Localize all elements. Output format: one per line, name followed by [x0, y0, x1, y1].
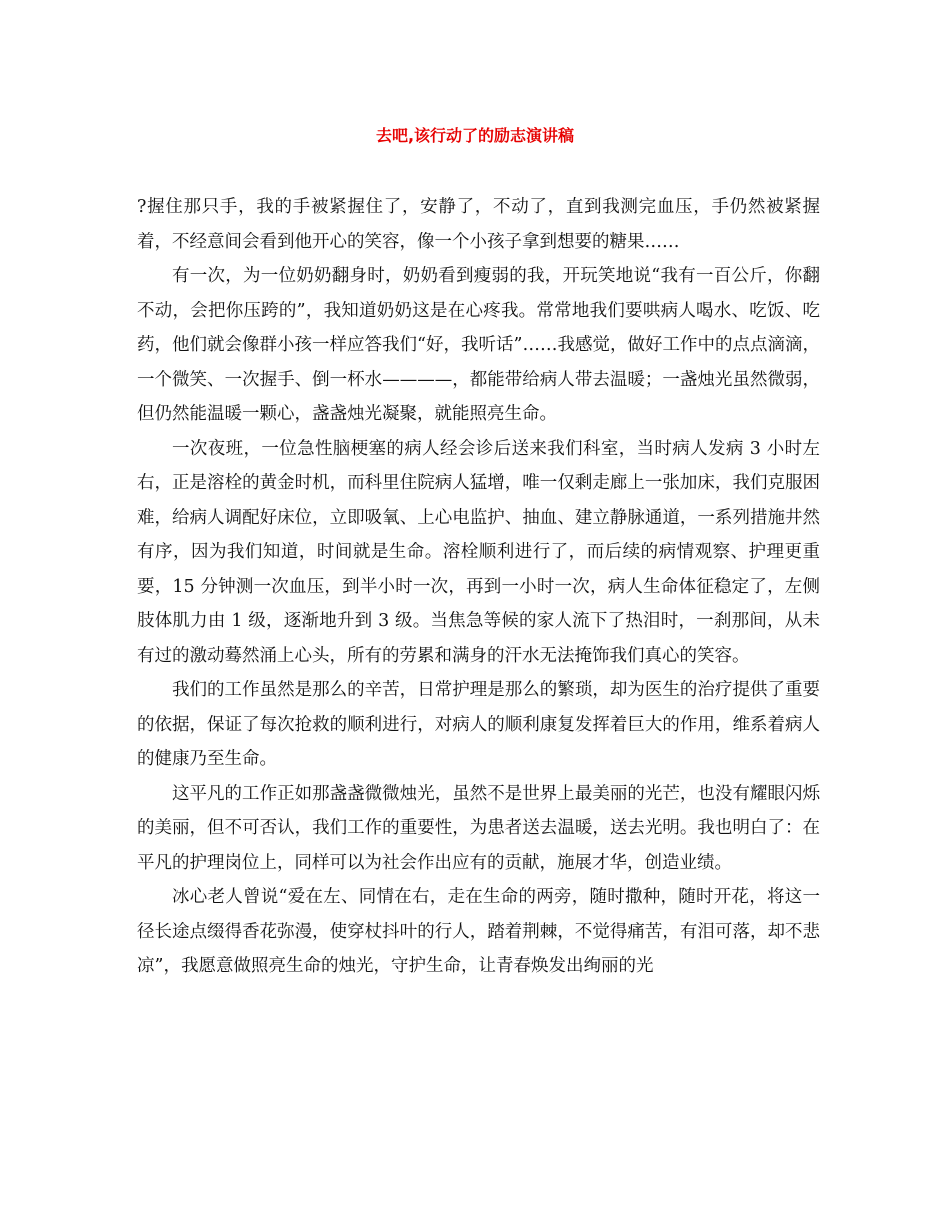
paragraph-4: 我们的工作虽然是那么的辛苦，日常护理是那么的繁琐，却为医生的治疗提供了重要的依据，保证了每次抢救的顺利进行，对病人的顺利康复发挥着巨大的作用，维系着病人的健康乃至生命。 [137, 680, 820, 769]
document-body [137, 190, 820, 984]
paragraph-2: 有一次，为一位奶奶翻身时，奶奶看到瘦弱的我，开玩笑地说“我有一百公斤，你翻不动，会把你压跨的”，我知道奶奶这是在心疼我。常常地我们要哄病人喝水、吃饭、吃药，他们就会像群小孩一样应答我们“好，我听话”……我感觉，做好工作中的点点滴滴，一个微笑、一次握手、倒一杯水————，都能带给病人带去温暖；一盏烛光虽然微弱，但仍然能温暖一颗心，盏盏烛光凝聚，就能照亮生命。 [137, 266, 820, 424]
paragraph-1: ?握住那只手，我的手被紧握住了，安静了，不动了，直到我测完血压，手仍然被紧握着，不经意间会看到他开心的笑容，像一个小孩子拿到想要的糖果…… [137, 197, 820, 252]
paragraph-5: 这平凡的工作正如那盏盏微微烛光，虽然不是世界上最美丽的光芒，也没有耀眼闪烁的美丽，但不可否认，我们工作的重要性，为患者送去温暖，送去光明。我也明白了：在平凡的护理岗位上，同样可以为社会作出应有的贡献，施展才华，创造业绩。 [137, 783, 820, 873]
document-title: 去吧,该行动了的励志演讲稿 [375, 126, 575, 145]
paragraph-3: 一次夜班，一位急性脑梗塞的病人经会诊后送来我们科室，当时病人发病 3 小时左右，正是溶栓的黄金时机，而科里住院病人猛增，唯一仅剩走廊上一张加床，我们克服困难，给病人调配好床位，立即吸氧、上心电监护、抽血、建立静脉通道，一系列措施井然有序，因为我们知道，时间就是生命。溶栓顺利进行了，而后续的病情观察、护理更重要，15 分钟测一次血压，到半小时一次，再到一小时一次，病人生命体征稳定了，左侧肢体肌力由 1 级，逐渐地升到 3 级。当焦急等候的家人流下了热泪时，一刹那间，从未有过的激动蓦然涌上心头，所有的劳累和满身的汗水无法掩饰我们真心的笑容。 [137, 438, 820, 666]
paragraph-6: 冰心老人曾说“爱在左、同情在右，走在生命的两旁，随时撒种，随时开花，将这一径长途点缀得香花弥漫，使穿杖抖叶的行人，踏着荆棘，不觉得痛苦，有泪可落，却不悲凉”，我愿意做照亮生命的烛光，守护生命，让青春焕发出绚丽的光 [137, 887, 820, 976]
